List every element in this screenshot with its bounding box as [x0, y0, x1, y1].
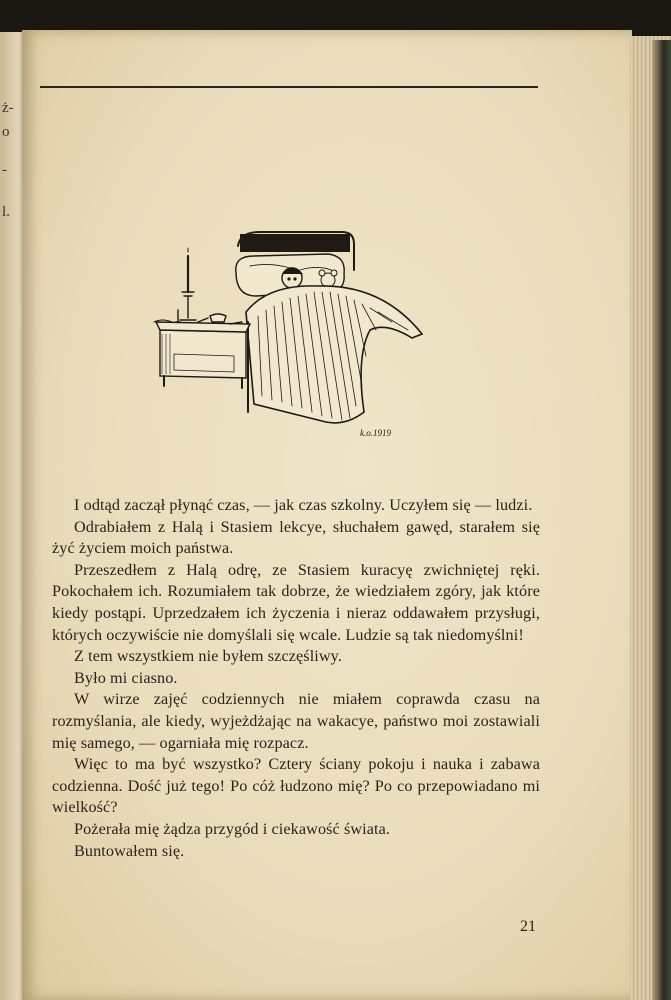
left-page-fragment: -	[2, 162, 7, 178]
paragraph: Przeszedłem z Halą odrę, ze Stasiem kuracyę zwichniętej ręki. Pokochałem ich. Rozumiałem tak dobrze, że wiedziałem zgóry, jak które kiedy postąpi. Uprzedzałem ich życzenia i nieraz oddawałem przysługi, których oczywiście nie domyślali się wcale. Ludzie są tak niedomyślni!	[52, 560, 540, 644]
page-body-text	[52, 495, 540, 862]
illustration-drawing	[150, 226, 430, 442]
header-rule	[40, 86, 538, 88]
book-cover-edge	[652, 40, 671, 1000]
illustration-signature: k.o.1919	[360, 428, 391, 438]
page-number: 21	[520, 918, 536, 935]
paragraph: I odtąd zaczął płynąć czas, — jak czas szkolny. Uczyłem się — ludzi.	[74, 496, 533, 514]
paragraph: Było mi ciasno.	[74, 668, 178, 687]
left-page-fragment: ż-	[2, 100, 14, 116]
paragraph: Z tem wszystkiem nie byłem szczęśliwy.	[74, 647, 342, 666]
paragraph: Odrabiałem z Halą i Stasiem lekcye, słuchałem gawęd, starałem się żyć życiem moich państwa.	[52, 517, 540, 558]
child-in-bed-illustration	[150, 226, 430, 442]
paragraph: Buntowałem się.	[74, 841, 185, 860]
left-page-fragment: l.	[2, 204, 10, 220]
left-page-fragment: o	[2, 124, 10, 140]
paragraph: Więc to ma być wszystko? Cztery ściany pokoju i nauka i zabawa codzienna. Dość już tego! Po cóż łudzono mię? Po co przepowiadano mi wielkość?	[52, 755, 540, 817]
paragraph: Pożerała mię żądza przygód i ciekawość świata.	[74, 819, 391, 838]
paragraph: W wirze zajęć codziennych nie miałem coprawda czasu na rozmyślania, ale kiedy, wyjeżdżając na wakacye, państwo moi zostawiali mię samego, — ogarniała mię rozpacz.	[52, 690, 540, 752]
